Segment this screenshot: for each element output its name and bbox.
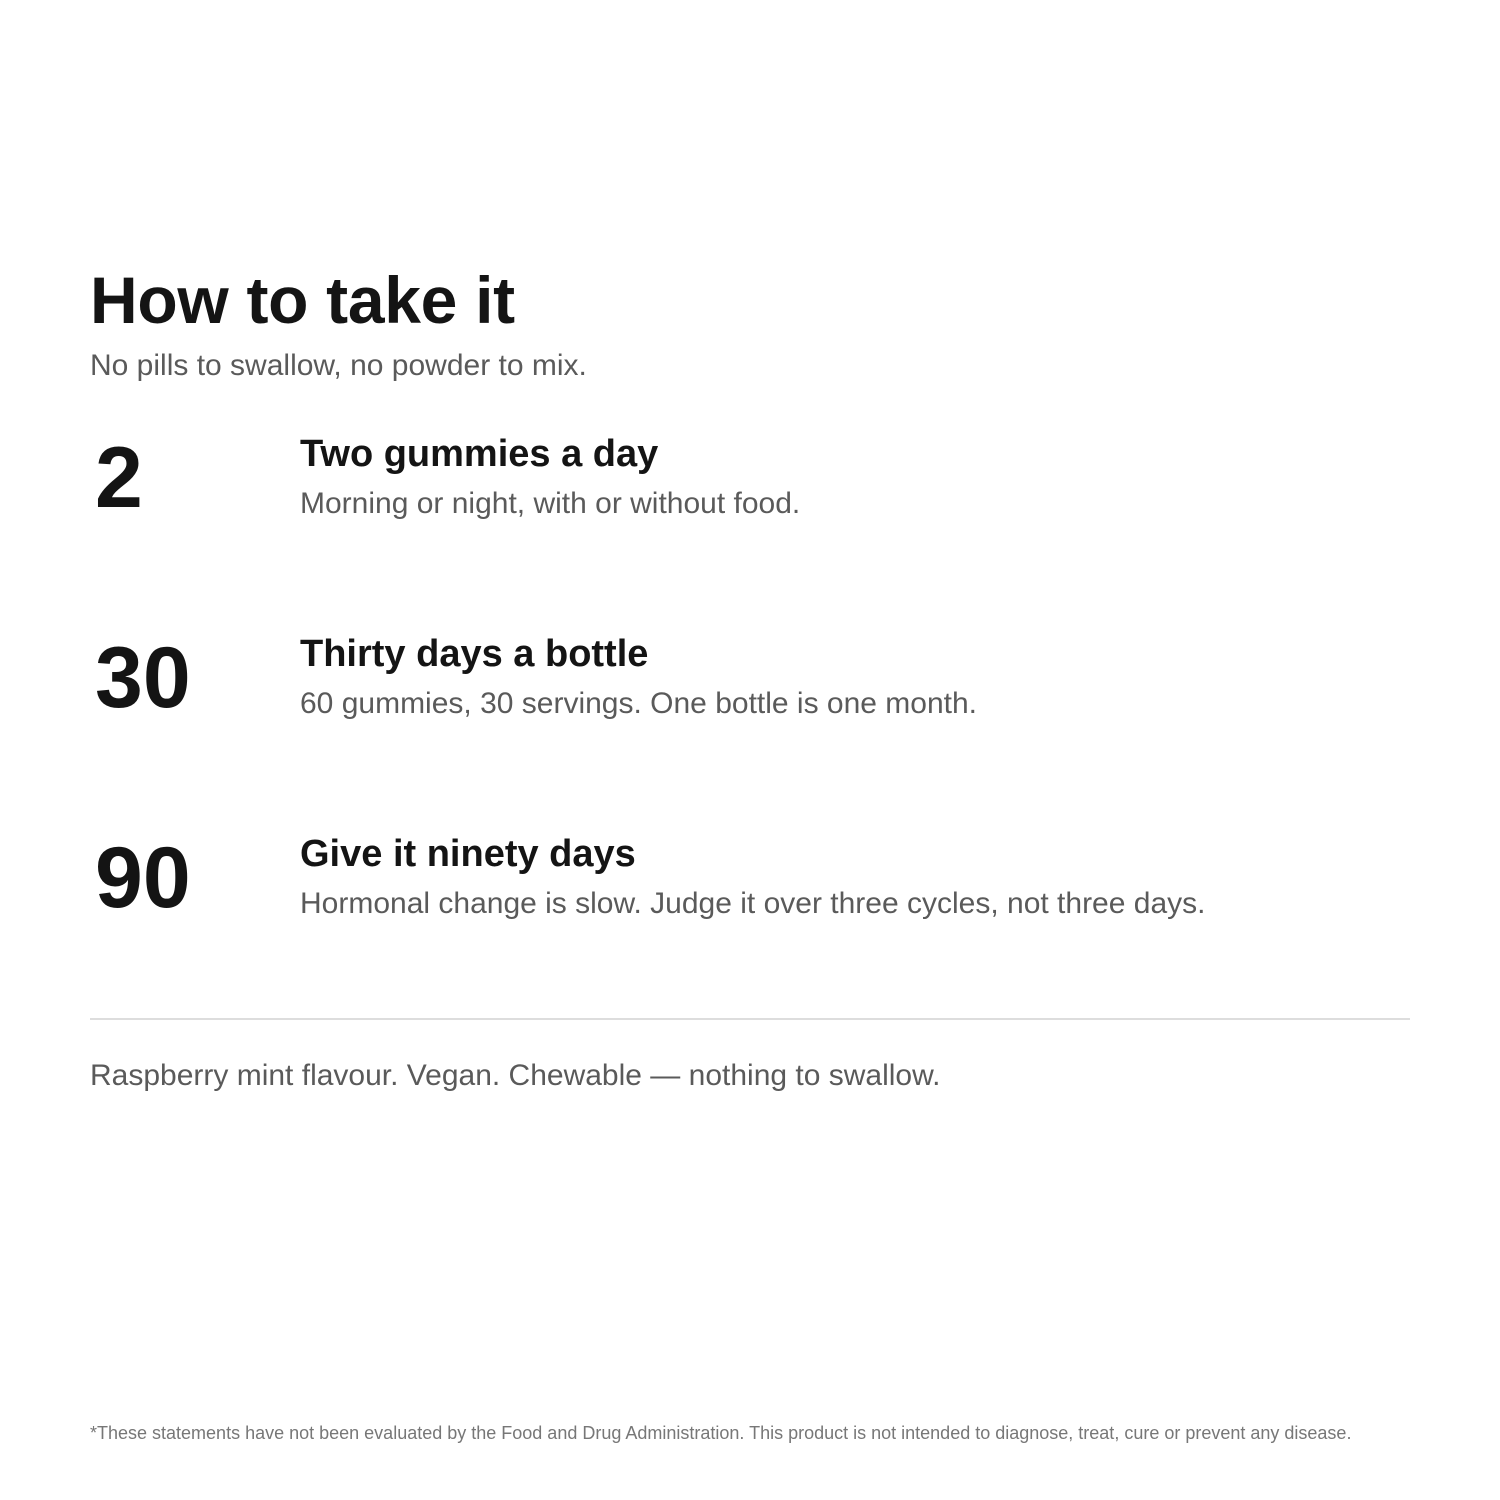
step-item xyxy=(90,426,1410,626)
step-number: 90 xyxy=(95,830,191,926)
how-to-take-section xyxy=(90,262,1410,1026)
step-body xyxy=(300,832,1205,924)
step-heading: Thirty days a bottle xyxy=(300,633,649,675)
step-number: 2 xyxy=(95,430,143,526)
fda-disclaimer: *These statements have not been evaluated by the Food and Drug Administration. This product is not intended to diagnose, treat, cure or prevent any disease. xyxy=(90,1423,1352,1443)
step-text: 60 gummies, 30 servings. One bottle is one month. xyxy=(300,687,978,720)
section-divider xyxy=(90,1018,1410,1020)
step-item xyxy=(90,626,1410,826)
step-text: Hormonal change is slow. Judge it over three cycles, not three days. xyxy=(300,887,1206,920)
page-subtitle: No pills to swallow, no powder to mix. xyxy=(90,349,587,382)
step-number: 30 xyxy=(95,630,191,726)
step-body xyxy=(300,632,977,724)
page-title: How to take it xyxy=(90,263,515,337)
step-item xyxy=(90,826,1410,1026)
step-body xyxy=(300,432,800,524)
steps-list xyxy=(90,426,1410,1026)
step-heading: Two gummies a day xyxy=(300,433,659,475)
product-note: Raspberry mint flavour. Vegan. Chewable — nothing to swallow. xyxy=(90,1059,941,1092)
step-heading: Give it ninety days xyxy=(300,833,636,875)
step-text: Morning or night, with or without food. xyxy=(300,487,801,520)
